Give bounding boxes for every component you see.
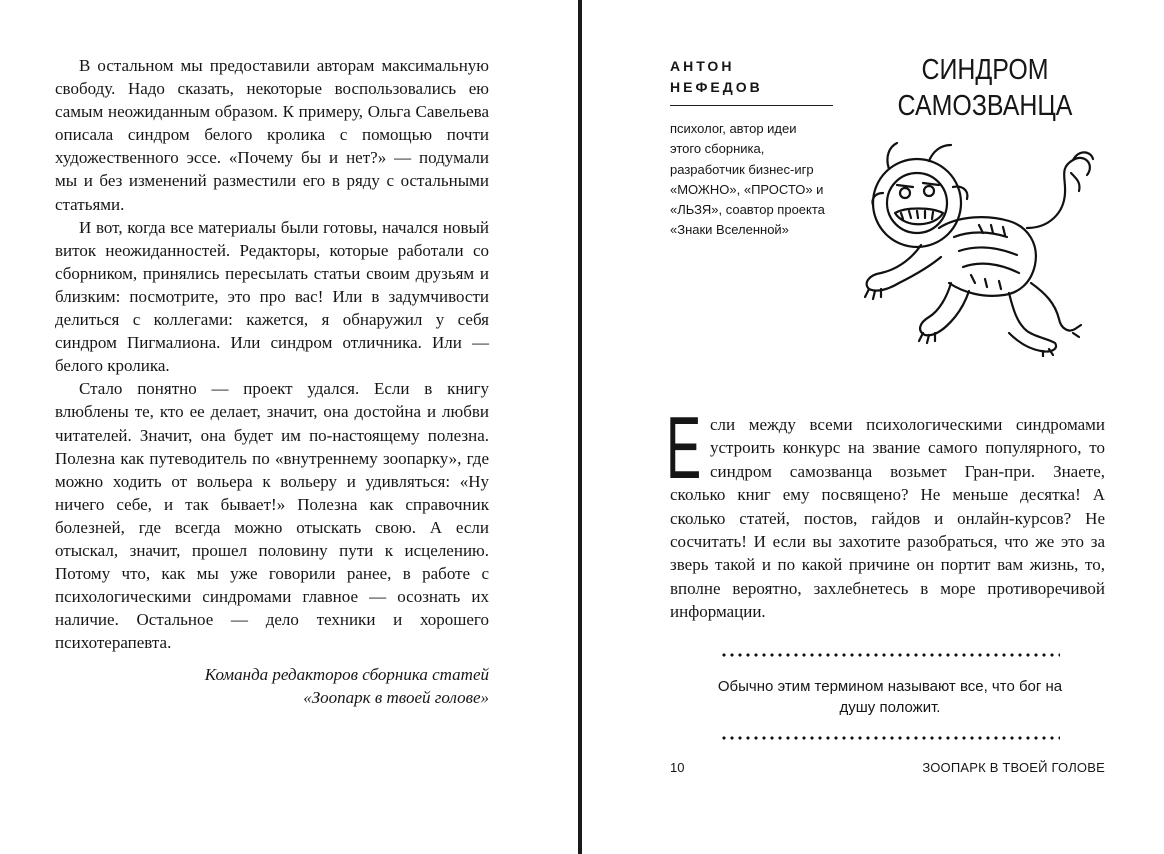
dotted-divider bbox=[720, 652, 1060, 658]
page-number: 10 bbox=[670, 760, 685, 775]
chapter-title-line: СИНДРОМ bbox=[921, 54, 1049, 86]
right-body-text bbox=[670, 413, 1105, 624]
left-body-text bbox=[55, 54, 489, 654]
paragraph: И вот, когда все материалы были готовы, начался новый виток неожиданностей. Редакторы, которые работали со сборником, принялись пересылать статьи своим друзьям и близким: посмотрите, это про вас! Или в задумчивости делиться с коллегами: кажется, я обнаружил у себя синдром Пигмалиона. Или синдром отличника. Или — белого кролика. bbox=[55, 217, 489, 376]
signature-line: Команда редакторов сборника статей bbox=[204, 665, 489, 684]
running-head: ЗООПАРК В ТВОЕЙ ГОЛОВЕ bbox=[922, 760, 1105, 775]
imaginary-beast-icon bbox=[859, 133, 1107, 357]
signature-line: «Зоопарк в твоей голове» bbox=[303, 688, 489, 707]
right-page bbox=[582, 0, 1164, 854]
author-name bbox=[670, 56, 763, 98]
drop-cap-spacer bbox=[670, 413, 710, 477]
footnote: Обычно этим термином называют все, что бог на душу положит. bbox=[717, 678, 1063, 716]
left-page bbox=[0, 0, 578, 854]
chapter-title-line: САМОЗВАНЦА bbox=[897, 90, 1073, 122]
author-divider bbox=[670, 105, 833, 106]
author-last-name: НЕФЕДОВ bbox=[670, 79, 763, 95]
paragraph: В остальном мы предоставили авторам максимальную свободу. Надо сказать, некоторые воспользовались ею самым неожиданным образом. К примеру, Ольга Савельева описала синдром белого кролика с помощью почти художественного эссе. «Почему бы и нет?» — подумали мы и без изменений разместили его в ряду с остальными статьями. bbox=[55, 56, 489, 214]
author-bio: психолог, автор идеи этого сборника, разработчик бизнес-игр «МОЖНО», «ПРОСТО» и «ЛЬЗЯ», соавтор проекта «Знаки Вселенной» bbox=[670, 121, 825, 238]
chapter-title bbox=[878, 52, 1093, 124]
drop-cap: Е bbox=[666, 398, 702, 497]
dotted-divider bbox=[720, 735, 1060, 741]
editors-signature bbox=[205, 663, 489, 709]
paragraph: сли между всеми психологическими синдромами устроить конкурс на звание самого популярного, то синдром самозванца возьмет Гран-при. Знаете, сколько книг ему посвящено? Не меньше десятка! А сколько статей, постов, гайдов и онлайн-курсов? Не сосчитать! И если вы захотите разобраться, что же это за зверь такой и по какой причине он портит вам жизнь, то, вполне вероятно, захлебнетесь в море противоречивой информации. bbox=[670, 415, 1105, 622]
author-first-name: АНТОН bbox=[670, 58, 735, 74]
paragraph: Стало понятно — проект удался. Если в книгу влюблены те, кто ее делает, значит, она достойна и любви читателей. Значит, она будет им по-настоящему полезна. Полезна как путеводитель по «внутреннему зоопарку», где можно ходить от вольера к вольеру и удивляться: «Ну ничего себе, и так бывает!» Полезна как справочник болезней, где всегда можно отыскать свою. А если отыскал, значит, прошел половину пути к исцелению. Потому что, как мы уже говорили ранее, в работе с психологическими синдромами главное — осознать их наличие. Остальное — дело техники и хорошего психотерапевта. bbox=[55, 379, 489, 653]
